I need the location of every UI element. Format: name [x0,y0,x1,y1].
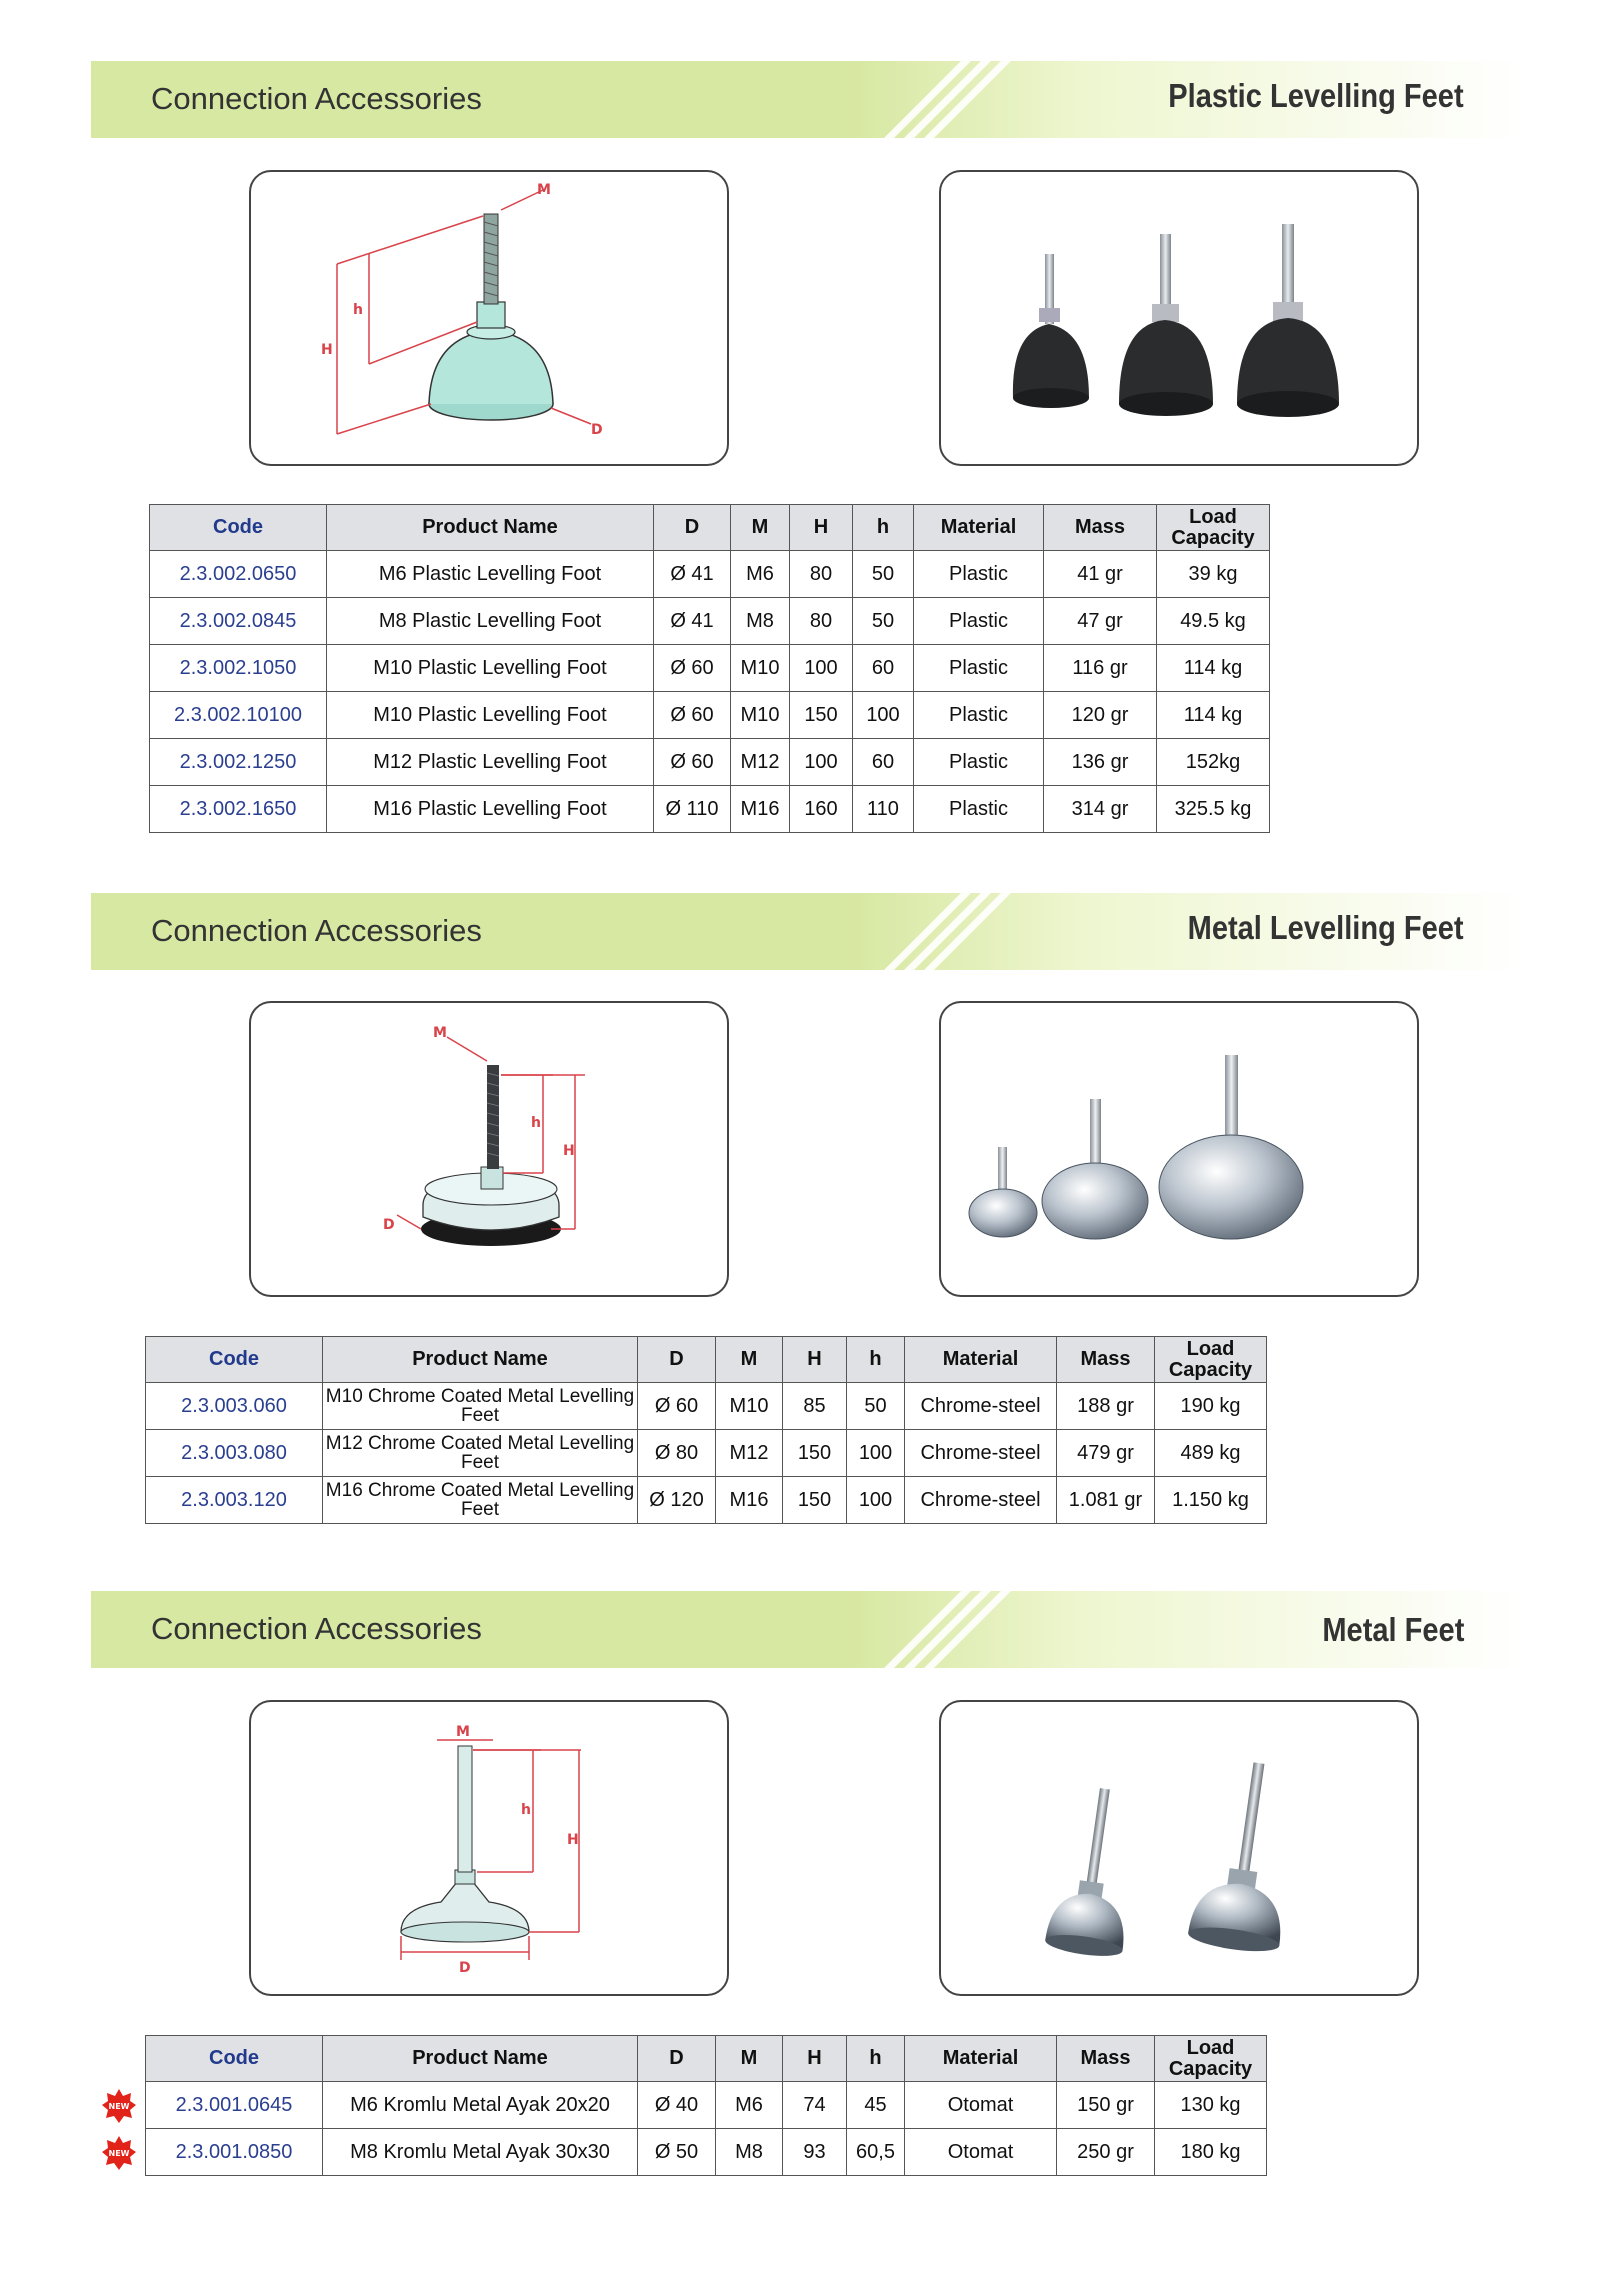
cell-h: 60 [853,645,914,692]
cell-mass: 188 gr [1057,1383,1155,1430]
cell-code: 2.3.002.0650 [150,551,327,598]
cell-H: 160 [790,786,853,833]
col-header-material: Material [905,1337,1057,1383]
col-header-mass: Mass [1044,505,1157,551]
dim-label-H: H [567,1832,579,1848]
col-header-H: H [790,505,853,551]
col-header-H: H [783,2036,847,2082]
cell-product-name: M8 Kromlu Metal Ayak 30x30 [323,2129,638,2176]
cell-material: Otomat [905,2129,1057,2176]
table-row [150,692,1270,739]
cell-d: Ø 41 [654,598,731,645]
cell-load-capacity: 39 kg [1157,551,1270,598]
dim-label-h: h [353,302,363,318]
cell-material: Chrome-steel [905,1383,1057,1430]
cell-product-name: M10 Chrome Coated Metal Levelling Feet [323,1383,638,1430]
cell-mass: 47 gr [1044,598,1157,645]
cell-h: 100 [847,1477,905,1524]
col-header-product-name: Product Name [327,505,654,551]
cell-h: 50 [853,551,914,598]
cell-H: 150 [783,1430,847,1477]
cell-product-name: M10 Plastic Levelling Foot [327,645,654,692]
cell-material: Plastic [914,739,1044,786]
dim-label-H: H [563,1143,575,1159]
cell-material: Plastic [914,786,1044,833]
table-row [146,1477,1267,1524]
cell-material: Plastic [914,598,1044,645]
col-header-load-capacity: Load Capacity [1155,1337,1267,1383]
dim-label-h: h [531,1115,541,1131]
cell-product-name: M6 Plastic Levelling Foot [327,551,654,598]
cell-m: M6 [731,551,790,598]
cell-d: Ø 60 [654,692,731,739]
section-banner-plastic [91,61,1524,138]
metal-levelling-foot-photo [939,1001,1419,1297]
cell-H: 150 [783,1477,847,1524]
table-header-row [146,2036,1267,2082]
cell-h: 60 [853,739,914,786]
col-header-product-name: Product Name [323,1337,638,1383]
cell-d: Ø 120 [638,1477,716,1524]
cell-h: 50 [853,598,914,645]
metal-foot-drawing [251,1702,727,1994]
cell-m: M8 [716,2129,783,2176]
cell-d: Ø 110 [654,786,731,833]
cell-material: Plastic [914,692,1044,739]
cell-d: Ø 60 [638,1383,716,1430]
cell-H: 100 [790,739,853,786]
cell-material: Otomat [905,2082,1057,2129]
table-row [146,2129,1267,2176]
cell-d: Ø 50 [638,2129,716,2176]
banner-right-title: Metal Feet [1321,1611,1464,1648]
cell-load-capacity: 325.5 kg [1157,786,1270,833]
cell-product-name: M8 Plastic Levelling Foot [327,598,654,645]
cell-m: M10 [716,1383,783,1430]
banner-left-title: Connection Accessories [151,913,482,948]
dim-label-h: h [521,1802,531,1818]
cell-m: M12 [731,739,790,786]
cell-load-capacity: 49.5 kg [1157,598,1270,645]
col-header-mass: Mass [1057,1337,1155,1383]
col-header-h: h [853,505,914,551]
col-header-load-capacity: Load Capacity [1155,2036,1267,2082]
plastic-foot-photo [939,170,1419,466]
plastic-feet-photo-drawing [941,172,1417,464]
col-header-d: D [638,2036,716,2082]
cell-m: M10 [731,692,790,739]
cell-material: Chrome-steel [905,1477,1057,1524]
col-header-m: M [716,1337,783,1383]
banner-right-title: Plastic Levelling Feet [1168,77,1464,114]
cell-load-capacity: 114 kg [1157,645,1270,692]
cell-load-capacity: 152kg [1157,739,1270,786]
col-header-H: H [783,1337,847,1383]
cell-mass: 150 gr [1057,2082,1155,2129]
cell-code: 2.3.002.0845 [150,598,327,645]
cell-H: 80 [790,598,853,645]
cell-code: 2.3.002.10100 [150,692,327,739]
dim-label-D: D [591,422,603,438]
cell-load-capacity: 190 kg [1155,1383,1267,1430]
cell-material: Plastic [914,551,1044,598]
col-header-mass: Mass [1057,2036,1155,2082]
col-header-material: Material [905,2036,1057,2082]
metal-foot-diagram [249,1700,729,1996]
col-header-d: D [638,1337,716,1383]
cell-m: M8 [731,598,790,645]
dim-label-D: D [383,1217,395,1233]
metal-levelling-drawing [251,1003,727,1295]
col-header-code: Code [146,1337,323,1383]
cell-H: 150 [790,692,853,739]
cell-product-name: M6 Kromlu Metal Ayak 20x20 [323,2082,638,2129]
cell-code: 2.3.002.1650 [150,786,327,833]
table-header-row [150,505,1270,551]
cell-load-capacity: 1.150 kg [1155,1477,1267,1524]
cell-m: M6 [716,2082,783,2129]
cell-product-name: M12 Plastic Levelling Foot [327,739,654,786]
cell-h: 100 [853,692,914,739]
metal-feet-table [145,2035,1267,2176]
metal-feet-photo-drawing [941,1702,1417,1994]
cell-product-name: M16 Plastic Levelling Foot [327,786,654,833]
cell-code: 2.3.002.1250 [150,739,327,786]
table-header-row [146,1337,1267,1383]
cell-product-name: M10 Plastic Levelling Foot [327,692,654,739]
cell-d: Ø 60 [654,739,731,786]
dim-label-D: D [459,1960,471,1976]
table-row [150,551,1270,598]
cell-mass: 136 gr [1044,739,1157,786]
col-header-d: D [654,505,731,551]
section-banner-metal-levelling [91,893,1524,970]
banner-left-title: Connection Accessories [151,81,482,116]
cell-h: 50 [847,1383,905,1430]
cell-d: Ø 80 [638,1430,716,1477]
new-badge-icon [101,2088,137,2124]
cell-product-name: M16 Chrome Coated Metal Levelling Feet [323,1477,638,1524]
col-header-m: M [716,2036,783,2082]
plastic-foot-diagram [249,170,729,466]
plastic-feet-table [149,504,1270,833]
section-banner-metal-feet [91,1591,1524,1668]
banner-right-title: Metal Levelling Feet [1188,909,1464,946]
new-badge-label: NEW [108,2102,130,2111]
cell-m: M16 [731,786,790,833]
cell-d: Ø 60 [654,645,731,692]
cell-d: Ø 41 [654,551,731,598]
col-header-h: h [847,2036,905,2082]
cell-mass: 120 gr [1044,692,1157,739]
col-header-material: Material [914,505,1044,551]
cell-load-capacity: 130 kg [1155,2082,1267,2129]
table-row [150,786,1270,833]
cell-material: Plastic [914,645,1044,692]
metal-foot-photo [939,1700,1419,1996]
cell-d: Ø 40 [638,2082,716,2129]
dim-label-H: H [321,342,333,358]
cell-H: 74 [783,2082,847,2129]
cell-code: 2.3.001.0645 [146,2082,323,2129]
cell-code: 2.3.003.120 [146,1477,323,1524]
cell-h: 60,5 [847,2129,905,2176]
cell-h: 100 [847,1430,905,1477]
cell-mass: 314 gr [1044,786,1157,833]
table-row [150,598,1270,645]
cell-h: 110 [853,786,914,833]
table-row [146,1430,1267,1477]
cell-H: 80 [790,551,853,598]
dim-label-M: M [537,182,551,198]
banner-left-title: Connection Accessories [151,1611,482,1646]
dim-label-M: M [433,1025,447,1041]
col-header-product-name: Product Name [323,2036,638,2082]
cell-mass: 479 gr [1057,1430,1155,1477]
cell-product-name: M12 Chrome Coated Metal Levelling Feet [323,1430,638,1477]
metal-levelling-table [145,1336,1267,1524]
cell-load-capacity: 489 kg [1155,1430,1267,1477]
new-badge-icon [101,2135,137,2171]
table-row [150,739,1270,786]
dim-label-M: M [456,1724,470,1740]
cell-m: M10 [731,645,790,692]
cell-code: 2.3.001.0850 [146,2129,323,2176]
metal-levelling-photo-drawing [941,1003,1417,1295]
cell-mass: 116 gr [1044,645,1157,692]
new-badge-label: NEW [108,2149,130,2158]
cell-code: 2.3.003.080 [146,1430,323,1477]
table-row [146,2082,1267,2129]
col-header-code: Code [150,505,327,551]
cell-load-capacity: 114 kg [1157,692,1270,739]
cell-mass: 41 gr [1044,551,1157,598]
cell-material: Chrome-steel [905,1430,1057,1477]
cell-load-capacity: 180 kg [1155,2129,1267,2176]
cell-m: M12 [716,1430,783,1477]
col-header-code: Code [146,2036,323,2082]
plastic-foot-drawing [251,172,727,464]
cell-h: 45 [847,2082,905,2129]
table-row [146,1383,1267,1430]
cell-H: 93 [783,2129,847,2176]
cell-mass: 250 gr [1057,2129,1155,2176]
metal-levelling-foot-diagram [249,1001,729,1297]
cell-m: M16 [716,1477,783,1524]
cell-H: 100 [790,645,853,692]
col-header-m: M [731,505,790,551]
cell-code: 2.3.002.1050 [150,645,327,692]
cell-H: 85 [783,1383,847,1430]
col-header-load-capacity: Load Capacity [1157,505,1270,551]
cell-mass: 1.081 gr [1057,1477,1155,1524]
col-header-h: h [847,1337,905,1383]
cell-code: 2.3.003.060 [146,1383,323,1430]
table-row [150,645,1270,692]
